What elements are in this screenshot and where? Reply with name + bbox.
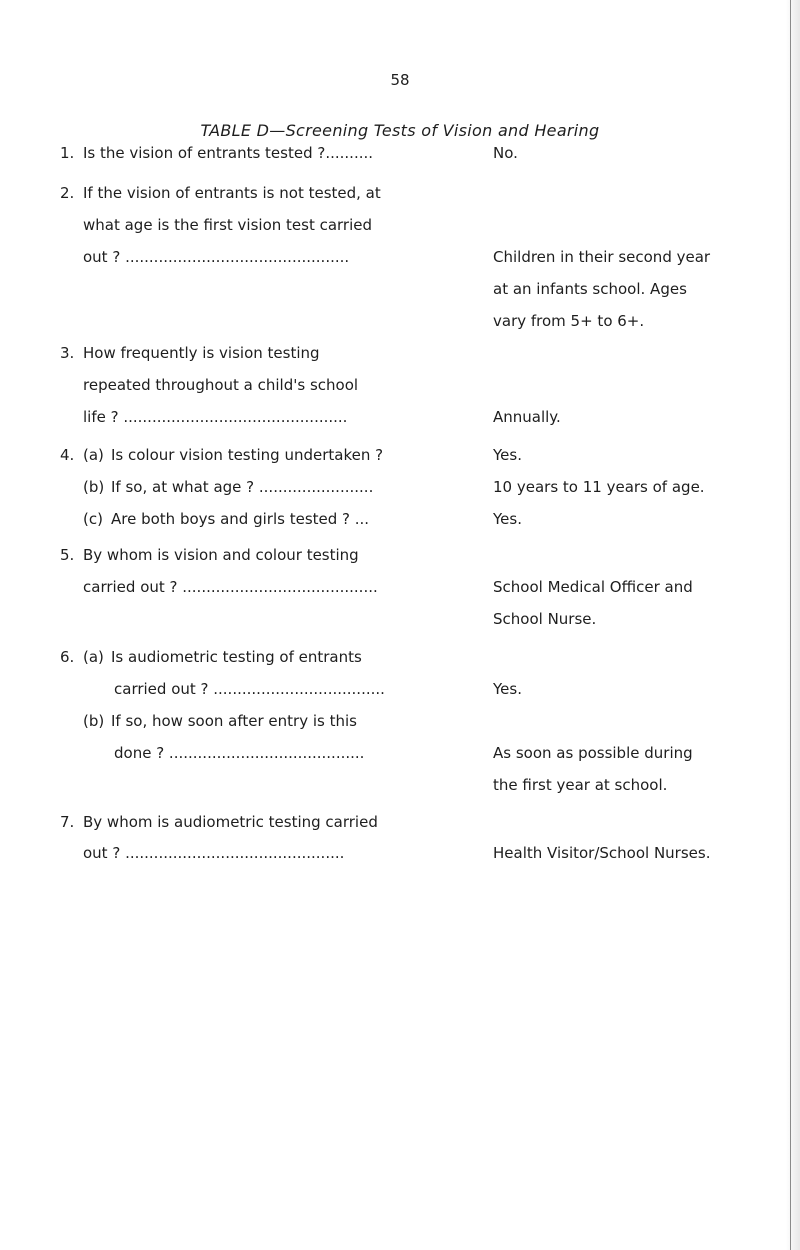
page-edge-line: [790, 0, 791, 1250]
question-text: By whom is audiometric testing carried: [83, 813, 378, 831]
answer-text: No.: [493, 144, 518, 162]
question-number: 2.: [60, 184, 75, 202]
question-number: 6.: [60, 648, 75, 666]
answer-text: Annually.: [493, 408, 561, 426]
question-text: How frequently is vision testing: [83, 344, 320, 362]
sub-tag: (c): [83, 510, 103, 528]
question-text: carried out ? ....................................: [114, 680, 385, 698]
answer-text: the first year at school.: [493, 776, 668, 794]
question-text: If so, at what age ? ........................: [111, 478, 374, 496]
sub-question-a: [83, 642, 521, 672]
question-number: 5.: [60, 546, 75, 564]
page-number: 58: [390, 71, 410, 89]
question-text: Are both boys and girls tested ? ...: [111, 510, 370, 528]
question-text: Is audiometric testing of entrants: [111, 648, 362, 666]
question-text: Is the vision of entrants tested ?..........: [83, 144, 374, 162]
answer-text: As soon as possible during: [493, 744, 693, 762]
sub-question-b: [83, 472, 521, 502]
question-number: 1.: [60, 144, 75, 162]
sub-tag: (a): [83, 446, 104, 464]
sub-question-b: [83, 706, 521, 736]
question-text: what age is the first vision test carried: [83, 216, 373, 234]
answer-text: at an infants school. Ages: [493, 280, 687, 298]
answer-text: 10 years to 11 years of age.: [493, 478, 705, 496]
question-text: If so, how soon after entry is this: [111, 712, 357, 730]
answer-text: School Nurse.: [493, 610, 597, 628]
question-number: 4.: [60, 446, 75, 464]
sub-tag: (a): [83, 648, 104, 666]
table-title: TABLE D—Screening Tests of Vision and Hearing: [200, 121, 600, 140]
answer-text: Health Visitor/School Nurses.: [493, 844, 711, 862]
question-text: By whom is vision and colour testing: [83, 546, 359, 564]
answer-text: vary from 5+ to 6+.: [493, 312, 645, 330]
sub-tag: (b): [83, 712, 105, 730]
answer-text: Yes.: [493, 680, 522, 698]
page-edge-shadow: [786, 0, 800, 1250]
question-text: Is colour vision testing undertaken ?: [111, 446, 384, 464]
question-number: 3.: [60, 344, 75, 362]
sub-tag: (b): [83, 478, 105, 496]
question-text: carried out ? .........................................: [83, 578, 378, 596]
question-text: done ? .........................................: [114, 744, 365, 762]
sub-question-a: [83, 440, 521, 470]
question-number: 7.: [60, 813, 75, 831]
question-text: out ? ..............................................: [83, 844, 345, 862]
answer-text: Children in their second year: [493, 248, 711, 266]
answer-text: Yes.: [493, 446, 522, 464]
answer-text: School Medical Officer and: [493, 578, 693, 596]
sub-question-c: [83, 504, 521, 534]
question-text: out ? ...............................................: [83, 248, 350, 266]
question-text: repeated throughout a child's school: [83, 376, 359, 394]
question-text: If the vision of entrants is not tested, at: [83, 184, 381, 202]
question-text: life ? ...............................................: [83, 408, 348, 426]
answer-text: Yes.: [493, 510, 522, 528]
